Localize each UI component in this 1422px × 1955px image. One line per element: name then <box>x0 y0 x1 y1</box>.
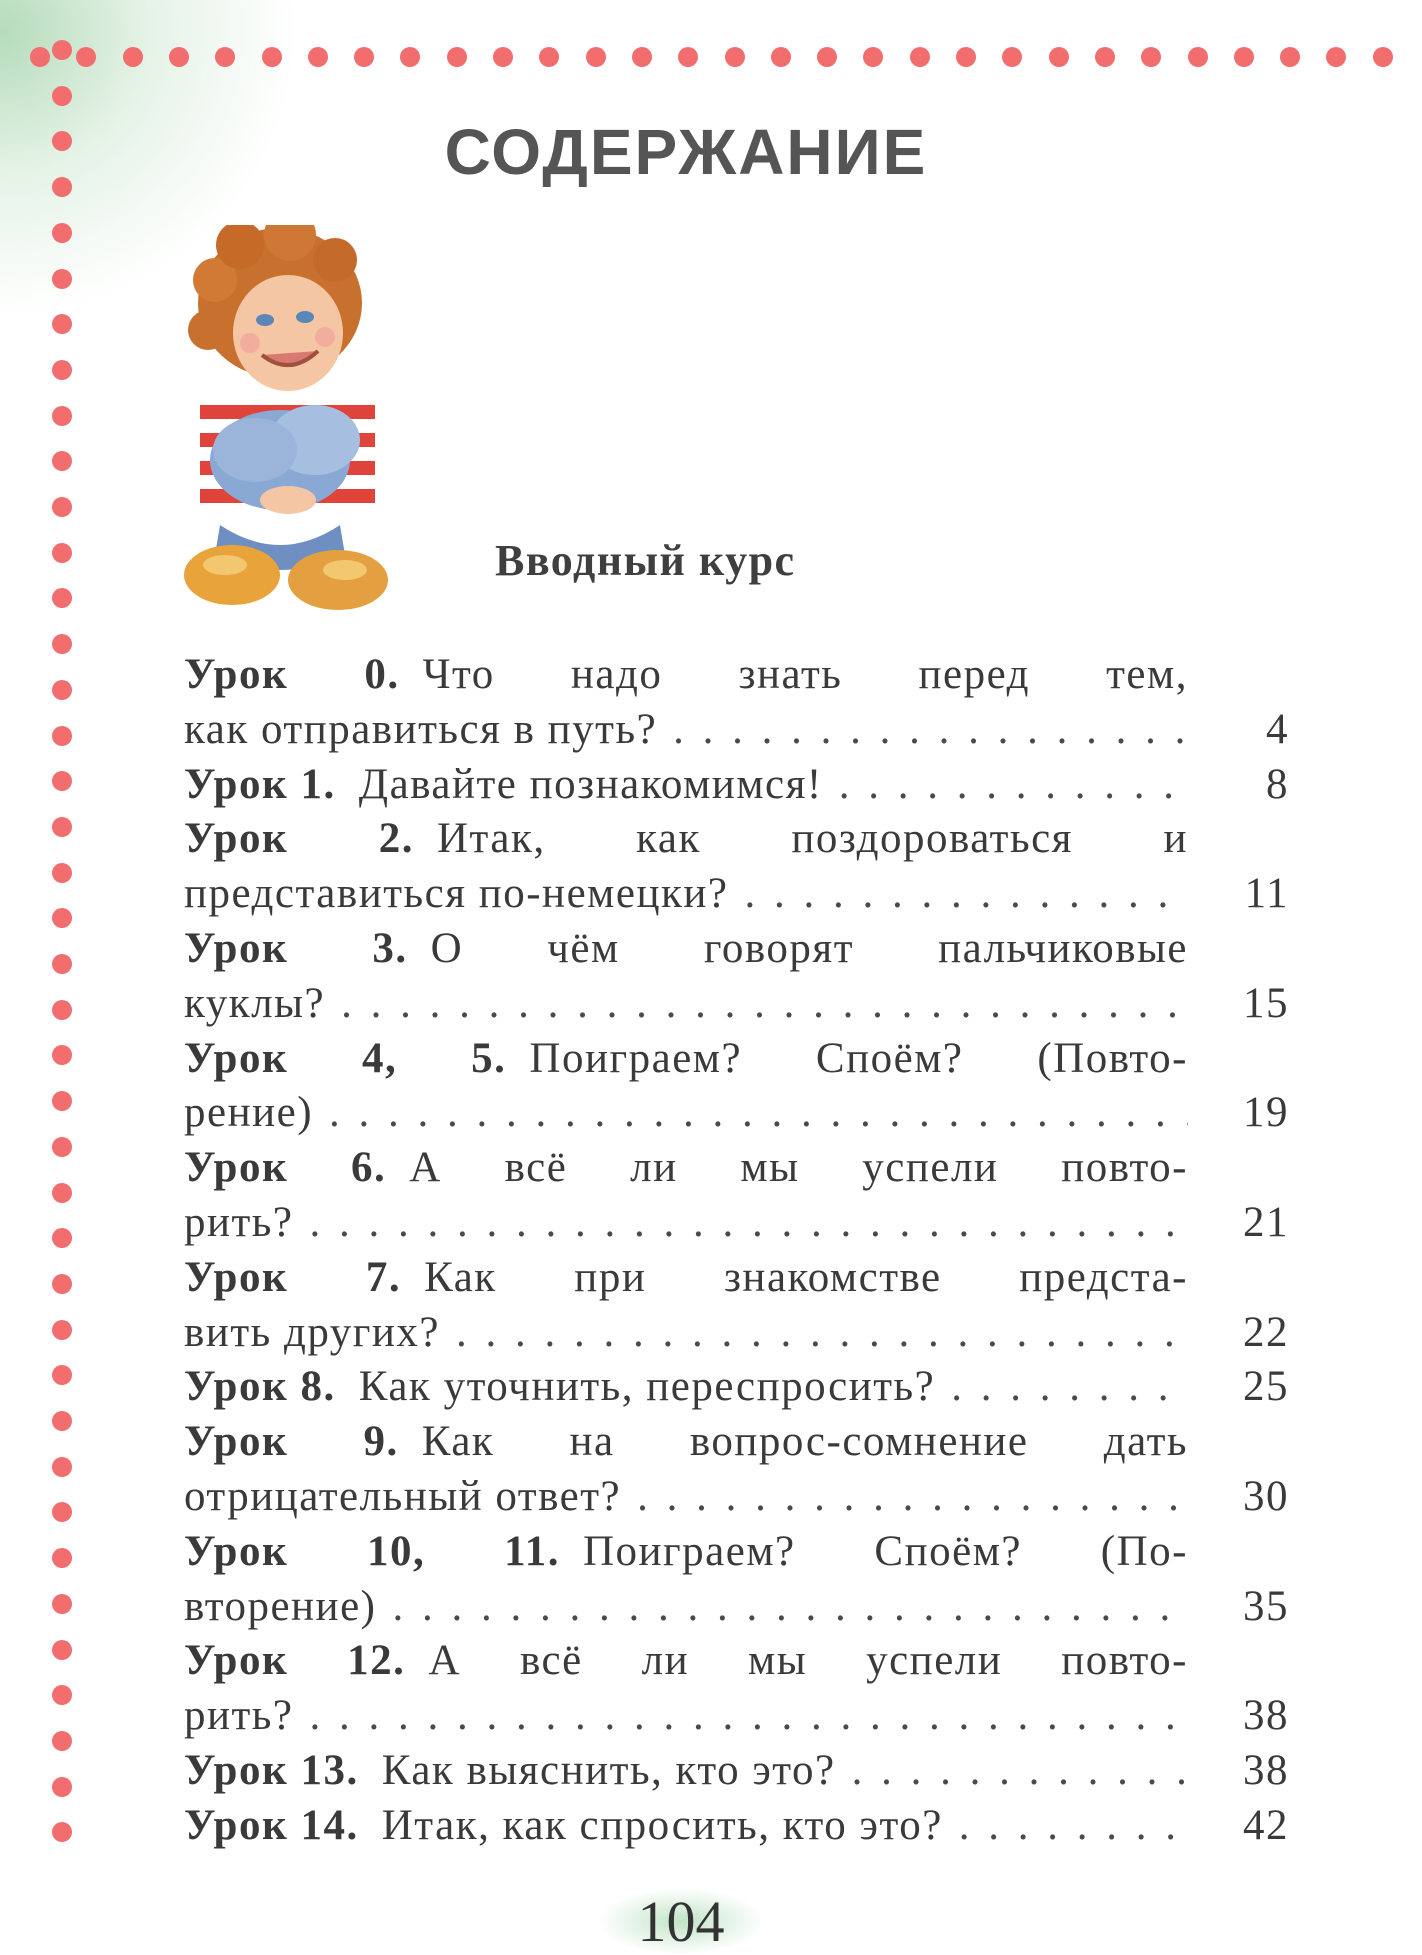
lesson-title: Как на вопрос-сомнение дать <box>421 1418 1188 1466</box>
border-dot <box>1188 47 1208 67</box>
dot-leader <box>744 867 1188 922</box>
dot-leader <box>959 1799 1188 1854</box>
border-dot <box>52 726 72 746</box>
toc-line <box>184 1306 1289 1361</box>
dot-leader <box>329 1086 1188 1141</box>
border-dot <box>52 223 72 243</box>
border-dot <box>52 360 72 380</box>
border-dot <box>52 1137 72 1157</box>
border-dot <box>52 634 72 654</box>
border-dot <box>863 47 883 67</box>
border-dot <box>52 1640 72 1660</box>
border-dot <box>52 1731 72 1751</box>
toc-line <box>184 1360 1289 1415</box>
table-of-contents <box>184 648 1289 1854</box>
border-dot <box>52 1183 72 1203</box>
lesson-title: Как выяснить, кто это? <box>381 1746 836 1794</box>
border-dot <box>52 1411 72 1431</box>
lesson-label: Урок 13. <box>184 1746 359 1794</box>
boy-illustration <box>170 225 410 625</box>
border-dot <box>52 406 72 426</box>
toc-page-number: 21 <box>1243 1198 1289 1246</box>
toc-line <box>184 977 1289 1032</box>
toc-page-number: 11 <box>1244 870 1289 918</box>
toc-page-number: 38 <box>1243 1692 1289 1740</box>
border-dot <box>52 817 72 837</box>
lesson-label: Урок 10, 11. <box>184 1527 560 1575</box>
border-dot <box>169 47 189 67</box>
toc-page-number: 38 <box>1243 1746 1289 1794</box>
border-dot <box>52 1365 72 1385</box>
border-dot <box>817 47 837 67</box>
dot-leader <box>310 1196 1189 1251</box>
border-dot <box>52 1457 72 1477</box>
lesson-title: рить? <box>184 1198 294 1246</box>
border-dot <box>308 47 328 67</box>
dot-leader <box>951 1360 1188 1415</box>
toc-line <box>184 867 1289 922</box>
toc-line <box>184 758 1289 813</box>
border-dot <box>52 40 72 60</box>
border-dot <box>910 47 930 67</box>
toc-page-number: 15 <box>1243 979 1289 1027</box>
border-dot <box>52 1548 72 1568</box>
border-dot <box>771 47 791 67</box>
toc-page-number: 8 <box>1266 760 1289 808</box>
border-dot <box>1049 47 1069 67</box>
toc-page-number: 42 <box>1243 1801 1289 1849</box>
border-dot <box>52 588 72 608</box>
lesson-title: Что надо знать перед тем, <box>422 651 1188 698</box>
lesson-label: Урок 1. <box>184 760 336 808</box>
toc-line <box>184 1415 1289 1470</box>
toc-line <box>184 1086 1289 1141</box>
border-dot <box>52 771 72 791</box>
dot-leader <box>839 758 1188 813</box>
border-dot <box>1280 47 1300 67</box>
lesson-label: Урок 12. <box>184 1637 406 1685</box>
toc-line <box>184 922 1289 977</box>
border-dot <box>52 1045 72 1065</box>
lesson-title: Поиграем? Споём? (Повто- <box>529 1034 1188 1082</box>
lesson-label: Урок 3. <box>184 924 408 972</box>
lesson-title: как отправиться в путь? <box>184 705 658 753</box>
border-dot <box>1002 47 1022 67</box>
toc-page-number: 19 <box>1243 1089 1289 1137</box>
toc-line <box>184 1251 1289 1306</box>
border-dot <box>447 47 467 67</box>
lesson-title: Итак, как поздороваться и <box>437 815 1188 863</box>
section-heading: Вводный курс <box>495 536 796 585</box>
border-dot <box>52 1320 72 1340</box>
lesson-title: Как уточнить, переспросить? <box>358 1363 936 1411</box>
border-dot <box>678 47 698 67</box>
border-dot <box>123 47 143 67</box>
border-dot <box>76 47 96 67</box>
toc-line <box>184 1032 1289 1087</box>
border-dot <box>1373 47 1393 67</box>
dot-leader <box>392 1580 1188 1635</box>
lesson-title: отрицательный ответ? <box>184 1472 622 1520</box>
border-dot <box>52 954 72 974</box>
lesson-title: рение) <box>184 1089 314 1137</box>
lesson-label: Урок 0. <box>184 651 400 698</box>
toc-line <box>184 648 1289 703</box>
lesson-title: А всё ли мы успели повто- <box>409 1144 1188 1192</box>
toc-line <box>184 1525 1289 1580</box>
lesson-label: Урок 8. <box>184 1363 336 1411</box>
border-dot <box>52 1502 72 1522</box>
toc-line <box>184 1799 1289 1854</box>
lesson-label: Урок 7. <box>184 1253 402 1301</box>
border-dot <box>1234 47 1254 67</box>
border-dot <box>52 86 72 106</box>
page-number: 104 <box>0 1888 1422 1955</box>
dot-leader <box>637 1470 1188 1525</box>
lesson-title: представиться по-немецки? <box>184 870 729 918</box>
border-dot <box>400 47 420 67</box>
toc-line <box>184 1470 1289 1525</box>
toc-line <box>184 1141 1289 1196</box>
border-dot <box>52 680 72 700</box>
lesson-label: Урок 4, 5. <box>184 1034 507 1082</box>
toc-line <box>184 1689 1289 1744</box>
border-dot <box>1141 47 1161 67</box>
lesson-label: Урок 9. <box>184 1418 399 1466</box>
border-dot <box>52 314 72 334</box>
toc-line <box>184 703 1289 758</box>
lesson-title: Поиграем? Споём? (По- <box>582 1527 1188 1575</box>
toc-page-number: 35 <box>1243 1582 1289 1630</box>
dot-leader <box>310 1689 1189 1744</box>
border-dot <box>52 1685 72 1705</box>
border-dot <box>52 1822 72 1842</box>
top-dot-border <box>30 47 1422 69</box>
lesson-title: Давайте познакомимся! <box>358 760 823 808</box>
border-dot <box>52 1000 72 1020</box>
border-dot <box>539 47 559 67</box>
border-dot <box>52 451 72 471</box>
toc-page-number: 4 <box>1266 705 1289 753</box>
lesson-label: Урок 2. <box>184 815 414 863</box>
border-dot <box>52 1777 72 1797</box>
toc-line <box>184 1196 1289 1251</box>
border-dot <box>52 269 72 289</box>
lesson-title: куклы? <box>184 979 326 1027</box>
border-dot <box>1095 47 1115 67</box>
lesson-label: Урок 14. <box>184 1801 359 1849</box>
lesson-label: Урок 6. <box>184 1144 387 1192</box>
lesson-title: Как при знакомстве предста- <box>424 1253 1188 1301</box>
border-dot <box>52 863 72 883</box>
border-dot <box>725 47 745 67</box>
dot-leader <box>456 1306 1188 1361</box>
toc-line <box>184 1634 1289 1689</box>
dot-leader <box>852 1744 1188 1799</box>
border-dot <box>493 47 513 67</box>
toc-page-number: 30 <box>1243 1472 1289 1520</box>
border-dot <box>52 1091 72 1111</box>
border-dot <box>632 47 652 67</box>
border-dot <box>52 1274 72 1294</box>
border-dot <box>586 47 606 67</box>
border-dot <box>52 543 72 563</box>
lesson-title: Итак, как спросить, кто это? <box>381 1801 943 1849</box>
toc-line <box>184 1580 1289 1635</box>
border-dot <box>52 908 72 928</box>
lesson-title: рить? <box>184 1692 294 1740</box>
dot-leader <box>341 977 1188 1032</box>
border-dot <box>30 47 50 67</box>
dot-leader <box>673 703 1188 758</box>
border-dot <box>52 1594 72 1614</box>
toc-line <box>184 1744 1289 1799</box>
border-dot <box>52 1228 72 1248</box>
lesson-title: О чём говорят пальчиковые <box>430 924 1188 972</box>
left-dot-border <box>52 40 74 1870</box>
lesson-title: А всё ли мы успели повто- <box>428 1637 1188 1685</box>
toc-page-number: 25 <box>1243 1363 1289 1411</box>
border-dot <box>215 47 235 67</box>
border-dot <box>1326 47 1346 67</box>
lesson-title: вторение) <box>184 1582 377 1630</box>
page-title: СОДЕРЖАНИЕ <box>444 116 928 188</box>
lesson-title: вить других? <box>184 1308 441 1356</box>
border-dot <box>52 497 72 517</box>
border-dot <box>956 47 976 67</box>
toc-page-number: 22 <box>1243 1308 1289 1356</box>
border-dot <box>262 47 282 67</box>
toc-line <box>184 812 1289 867</box>
border-dot <box>354 47 374 67</box>
